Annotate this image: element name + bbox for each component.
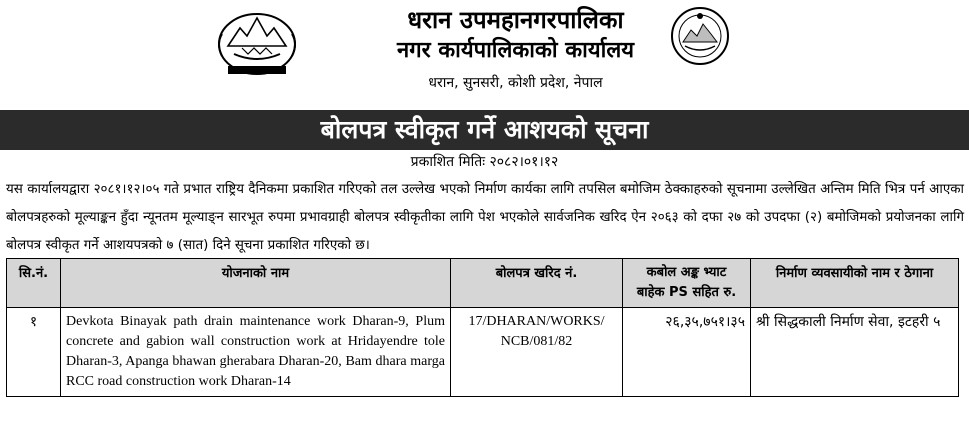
table-header-row [7,259,959,308]
header-amount-line1: कबोल अङ्क भ्याट [646,265,727,280]
notice-title: बोलपत्र स्वीकृत गर्ने आशयको सूचना [0,110,969,150]
published-date: प्रकाशित मितिः २०८२।०१।१२ [410,154,559,170]
header-project: योजनाको नाम [61,259,451,308]
letterhead [0,0,969,108]
header-sn: सि.नं. [7,259,61,308]
office-address: धरान, सुनसरी, कोशी प्रदेश, नेपाल [428,75,603,91]
bid-table [6,258,959,397]
header-contractor: निर्माण व्यवसायीको नाम र ठेगाना [751,259,959,308]
letterhead-titles [300,4,731,94]
notice-body: यस कार्यालयद्वारा २०८१।१२।०५ गते प्रभात राष्ट्रिय दैनिकमा प्रकाशित गरिएको तल उल्लेख भएको निर्माण कार्यका लागि तपसिल बमोजिम ठेक्काहरुको सूचनामा उल्लेखित अन्तिम मिति भित्र पर्न आएका बोलपत्रहरुको मूल्याङ्कन हुँदा न्यूनतम मूल्याङ्न सारभूत रुपमा प्रभावग्राही बोलपत्र स्वीकृतीका लागि पेश भएकोले सार्वजनिक खरिद ऐन २०६३ को दफा २७ को उपदफा (२) बमोजिमको प्रयोजनका लागि बोलपत्र स्वीकृत गर्ने आशयपत्रको ७ (सात) दिने सूचना प्रकाशित गरिएको छ। [6,182,964,253]
header-amount [623,259,751,308]
table-row [7,308,959,397]
cell-contractor: श्री सिद्धकाली निर्माण सेवा, इटहरी ५ [751,308,959,397]
organization-name: धरान उपमहानगरपालिका [407,6,624,34]
cell-sn: १ [7,308,61,397]
header-amount-line2: बाहेक PS सहित रु. [636,285,737,300]
office-name: नगर कार्यपालिकाको कार्यालय [397,38,634,63]
cell-bid-no: 17/DHARAN/WORKS/ NCB/081/82 [451,308,623,397]
header-bid-no: बोलपत्र खरिद नं. [451,259,623,308]
government-emblem-icon [214,4,300,78]
cell-amount: २६,३५,७५१।३५ [623,308,751,397]
municipality-logo-icon [669,2,731,72]
cell-project: Devkota Binayak path drain maintenance work Dharan-9, Plum concrete and gabion wall construction work at Hridayendre tole Dharan-3, Apanga bhawan gherabara Dharan-20, Bam dhara marga RCC road construction work Dharan-14 [61,308,451,397]
